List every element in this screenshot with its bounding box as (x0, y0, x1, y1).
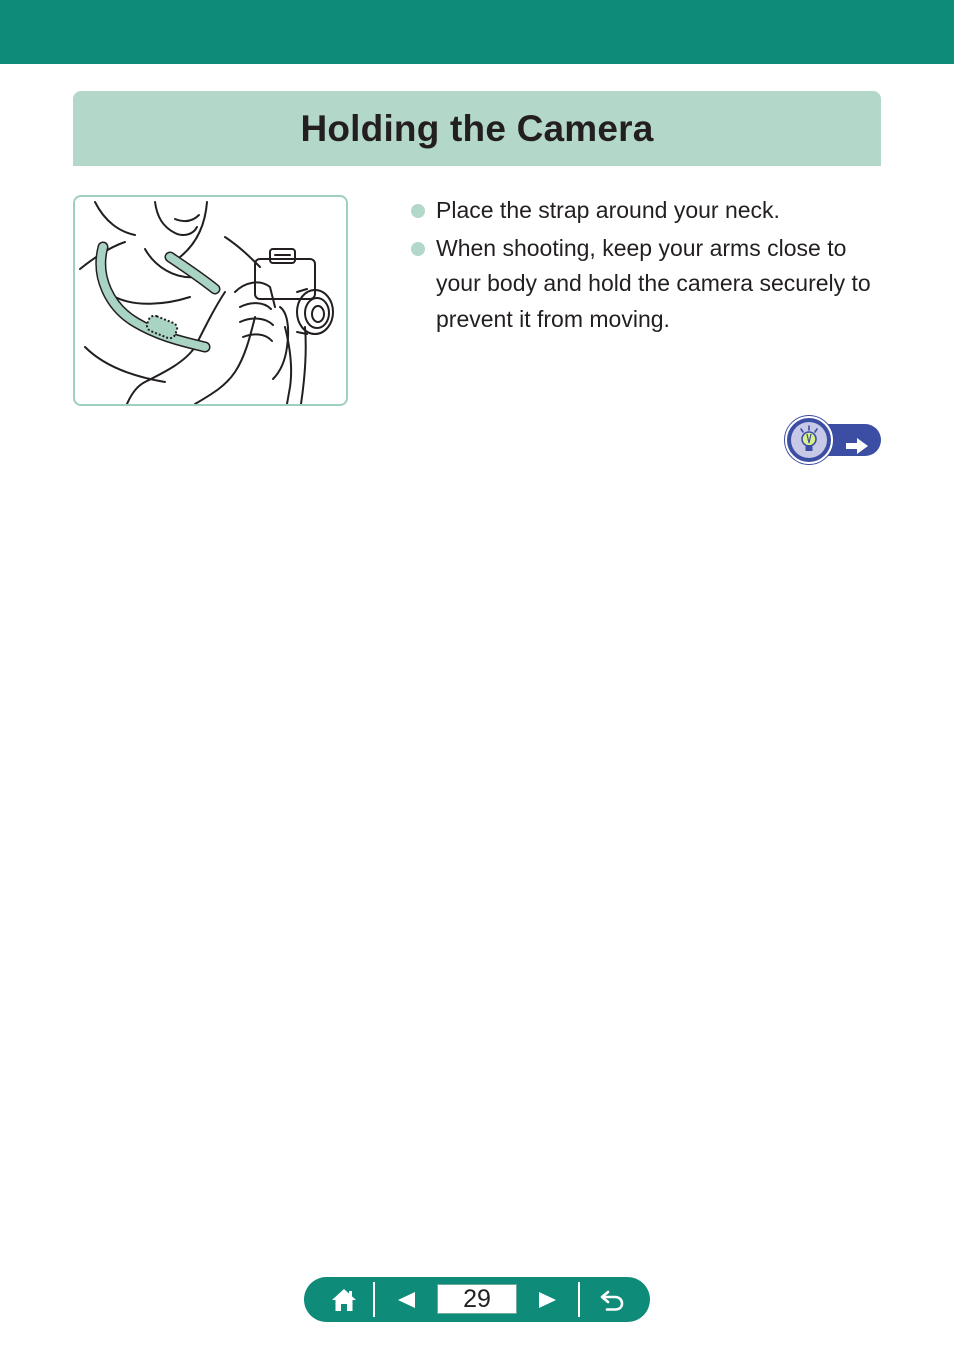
top-header-bar (0, 0, 954, 64)
page-number: 29 (463, 1284, 491, 1313)
page-number-box[interactable] (437, 1284, 517, 1314)
person-holding-camera-icon (75, 197, 346, 404)
bullet-text: Place the strap around your neck. (436, 197, 780, 223)
page-title: Holding the Camera (300, 107, 654, 149)
back-button[interactable] (590, 1277, 634, 1322)
bullet-text: When shooting, keep your arms close to your body and hold the camera securely to prevent it from moving. (436, 234, 871, 332)
nav-divider (578, 1282, 580, 1317)
home-button[interactable] (322, 1277, 366, 1322)
home-icon (330, 1287, 358, 1313)
nav-divider (373, 1282, 375, 1317)
bullet-dot-icon (411, 242, 425, 256)
camera-holding-illustration (73, 195, 348, 406)
tips-link-button[interactable] (785, 416, 881, 464)
previous-page-button[interactable] (384, 1277, 428, 1322)
list-item (410, 193, 880, 229)
instruction-list (410, 193, 880, 339)
lightbulb-tip-icon (785, 416, 833, 464)
bullet-dot-icon (411, 204, 425, 218)
return-arrow-icon (599, 1288, 625, 1312)
section-title-box (73, 91, 881, 166)
lightbulb-icon (791, 422, 827, 458)
triangle-left-icon (396, 1290, 416, 1310)
arrow-right-icon (845, 437, 869, 455)
page-navigation-bar (304, 1277, 650, 1322)
next-page-button[interactable] (526, 1277, 570, 1322)
triangle-right-icon (538, 1290, 558, 1310)
list-item (410, 231, 880, 338)
